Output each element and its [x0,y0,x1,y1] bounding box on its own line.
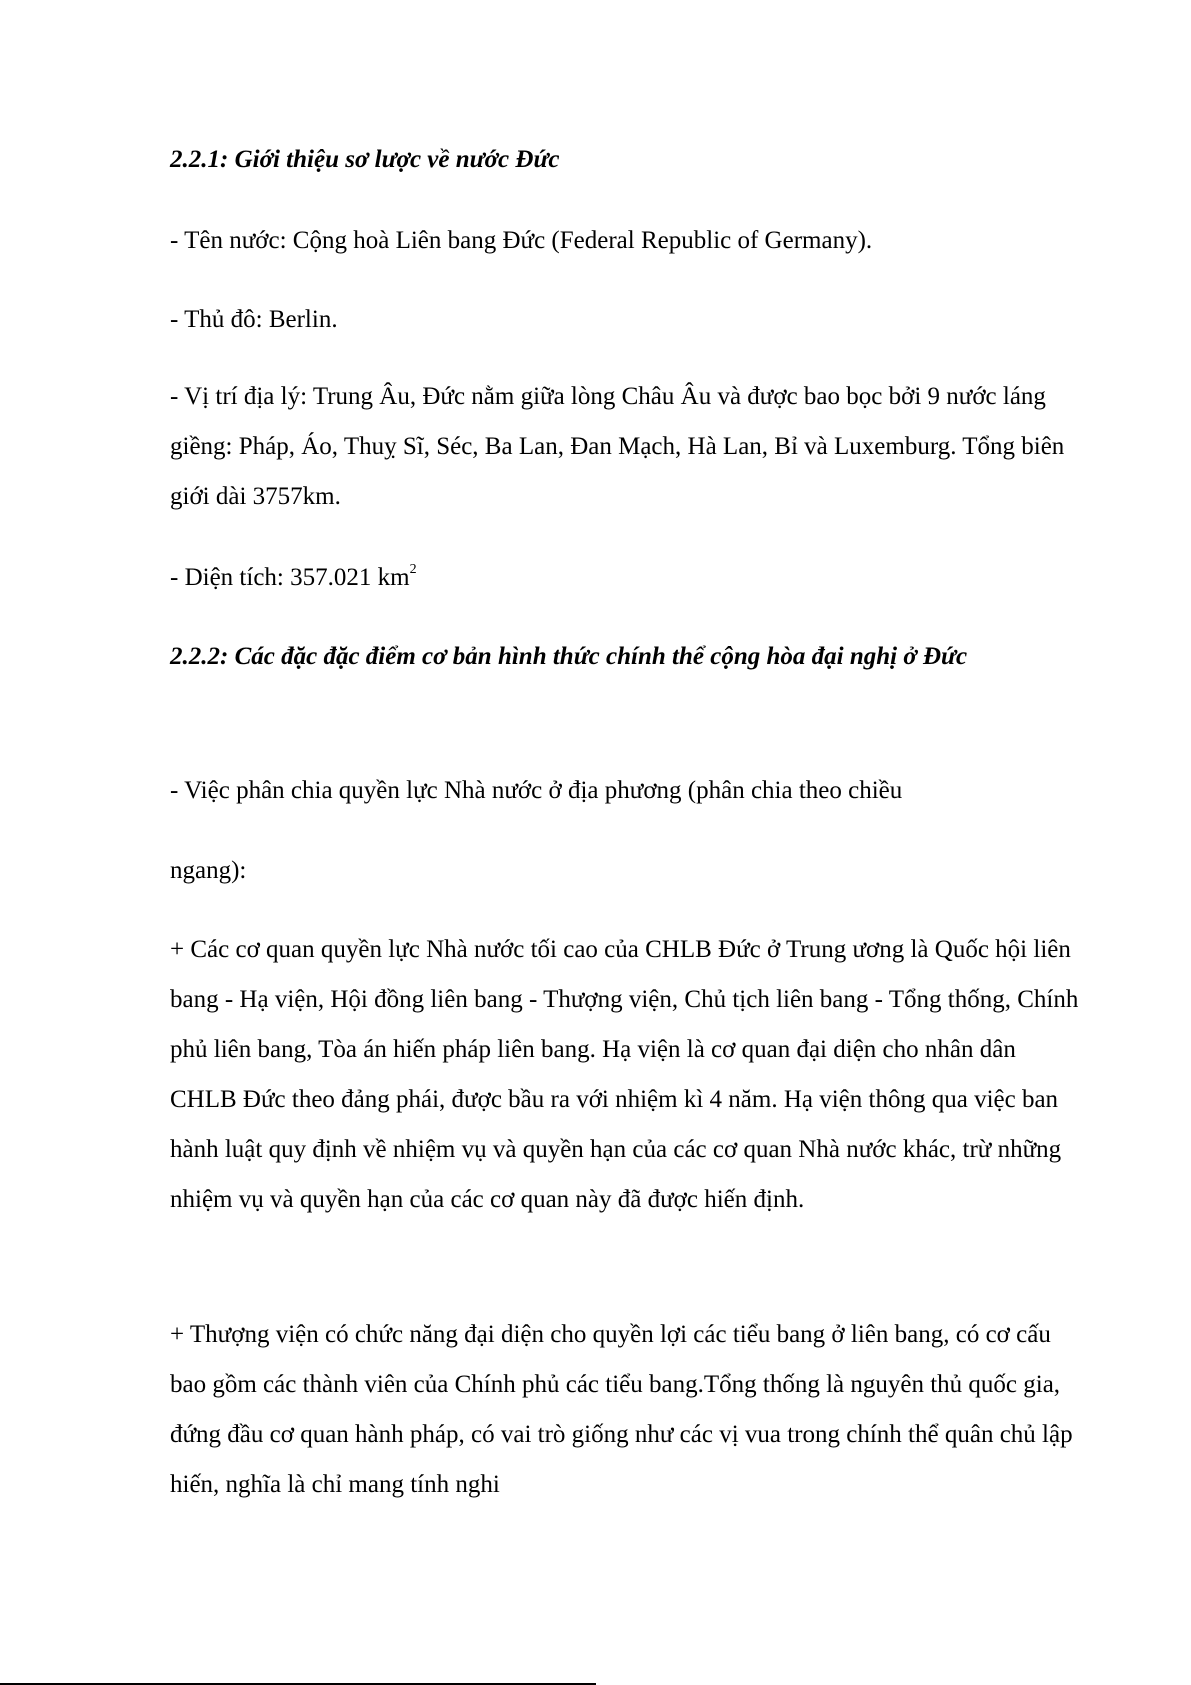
intro-line-1: - Việc phân chia quyền lực Nhà nước ở địa phương (phân chia theo chiều [170,777,903,804]
area-superscript: 2 [409,561,417,577]
section-1-heading: 2.2.1: Giới thiệu sơ lược về nước Đức [170,146,560,173]
intro-line-2: ngang): [170,857,247,884]
paragraph-1: + Các cơ quan quyền lực Nhà nước tối cao của CHLB Đức ở Trung ương là Quốc hội liên bang - Hạ viện, Hội đồng liên bang - Thượng viện, Chủ tịch liên bang - Tổng thống, Chính phủ liên bang, Tòa án hiến pháp liên bang. Hạ viện là cơ quan đại diện cho nhân dân CHLB Đức theo đảng phái, được bầu ra với nhiệm kì 4 năm. Hạ viện thông qua việc ban hành luật quy định về nhiệm vụ và quyền hạn của các cơ quan Nhà nước khác, trừ những nhiệm vụ và quyền hạn của các cơ quan này đã được hiến định. [170,936,1079,1213]
area-text: - Diện tích: 357.021 km [170,564,410,591]
country-name-line: - Tên nước: Cộng hoà Liên bang Đức (Federal Republic of Germany). [170,227,873,254]
capital-line: - Thủ đô: Berlin. [170,306,338,333]
paragraph-2: + Thượng viện có chức năng đại diện cho quyền lợi các tiểu bang ở liên bang, có cơ cấu bao gồm các thành viên của Chính phủ các tiểu bang.Tổng thống là nguyên thủ quốc gia, đứng đầu cơ quan hành pháp, có vai trò giống như các vị vua trong chính thể quân chủ lập hiến, nghĩa là chỉ mang tính nghi [170,1321,1073,1498]
section-2-heading: 2.2.2: Các đặc đặc điểm cơ bản hình thức chính thể cộng hòa đại nghị ở Đức [170,643,968,670]
location-paragraph: - Vị trí địa lý: Trung Âu, Đức nằm giữa lòng Châu Âu và được bao bọc bởi 9 nước láng giềng: Pháp, Áo, Thuỵ Sĩ, Séc, Ba Lan, Đan Mạch, Hà Lan, Bỉ và Luxemburg. Tổng biên giới dài 3757km. [170,383,1065,510]
area-line [170,553,1082,603]
